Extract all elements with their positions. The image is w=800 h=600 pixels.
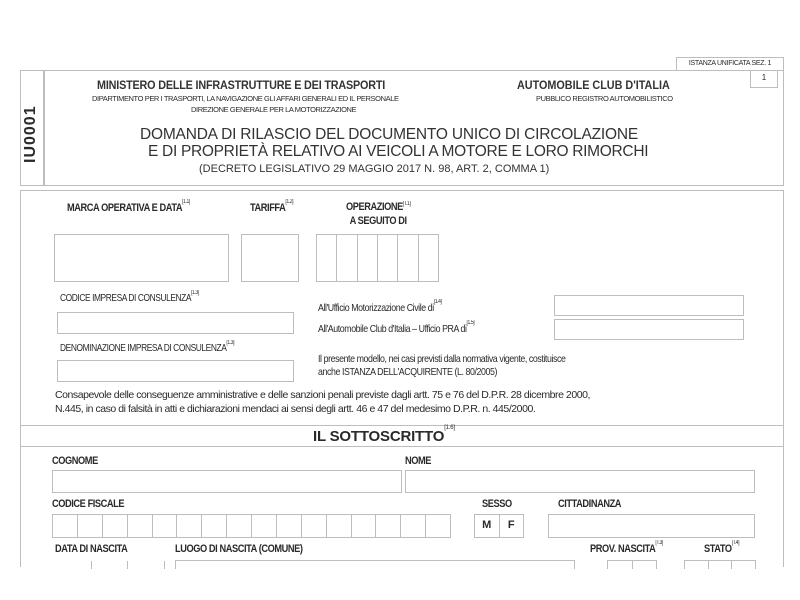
luogo-nascita-label: LUOGO DI NASCITA (COMUNE): [175, 543, 303, 555]
operazione-label: OPERAZIONE[T.1] A SEGUITO DI: [346, 201, 411, 227]
nome-label: NOME: [405, 455, 432, 467]
sesso-field[interactable]: [474, 514, 524, 538]
acquirente-note-line2: anche ISTANZA DELL'ACQUIRENTE (L. 80/2005): [318, 366, 497, 378]
denominazione-label: DENOMINAZIONE IMPRESA DI CONSULENZA[1.3]: [60, 340, 235, 354]
cittadinanza-field[interactable]: [548, 514, 755, 538]
declaration-line1: Consapevole delle conseguenze amministrative e delle sanzioni penali previste dagli artt. 75 e 76 del D.P.R. 28 dicembre 2000,: [55, 389, 590, 401]
section2-frame: [20, 447, 784, 567]
declaration-line2: N.445, in caso di falsità in atti e dichiarazioni mendaci ai sensi degli artt. 46 e 47 del medesimo D.P.R. n. 445/2000.: [55, 403, 536, 415]
page-bottom-whitespace: [0, 569, 800, 600]
tariffa-field[interactable]: [241, 234, 299, 282]
sottoscritto-title: IL SOTTOSCRITTO[1.6]: [313, 425, 455, 445]
nome-field[interactable]: [405, 470, 755, 493]
denominazione-field[interactable]: [57, 360, 294, 382]
ministry-name: MINISTERO DELLE INFRASTRUTTURE E DEI TRASPORTI: [97, 78, 386, 92]
cittadinanza-label: CITTADINANZA: [558, 498, 622, 510]
ufficio-pra-label: All'Automobile Club d'Italia – Ufficio PRA di[1.5]: [318, 320, 475, 335]
codice-impresa-label: CODICE IMPRESA DI CONSULENZA[1.3]: [60, 290, 199, 304]
form-title-line1: DOMANDA DI RILASCIO DEL DOCUMENTO UNICO DI CIRCOLAZIONE: [140, 126, 638, 143]
cognome-field[interactable]: [52, 470, 402, 493]
cognome-label: COGNOME: [52, 455, 98, 467]
codice-fiscale-field[interactable]: [52, 514, 451, 538]
sesso-label: SESSO: [482, 498, 512, 510]
acquirente-note-line1: Il presente modello, nei casi previsti dalla normativa vigente, costituisce: [318, 353, 566, 365]
department-name: DIPARTIMENTO PER I TRASPORTI, LA NAVIGAZIONE GLI AFFARI GENERALI ED IL PERSONALE: [92, 94, 399, 103]
directorate-name: DIREZIONE GENERALE PER LA MOTORIZZAZIONE: [191, 105, 357, 114]
decree-reference: (DECRETO LEGISLATIVO 29 MAGGIO 2017 N. 98, ART. 2, COMMA 1): [199, 163, 550, 175]
form-title-line2: E DI PROPRIETÀ RELATIVO AI VEICOLI A MOTORE E LORO RIMORCHI: [148, 143, 649, 160]
sesso-f[interactable]: F: [507, 519, 515, 531]
sesso-m[interactable]: M: [475, 515, 500, 537]
form-code: IU0001: [22, 105, 39, 163]
page-number: 1: [750, 70, 778, 88]
aci-name: AUTOMOBILE CLUB D'ITALIA: [517, 78, 670, 92]
marca-field[interactable]: [54, 234, 229, 282]
header-divider: [43, 70, 45, 186]
stato-label: STATO[T.4]: [704, 540, 740, 555]
data-nascita-label: DATA DI NASCITA: [55, 543, 128, 555]
prov-nascita-label: PROV. NASCITA[T.3]: [590, 540, 663, 555]
ufficio-mctc-field[interactable]: [554, 295, 744, 316]
marca-label: MARCA OPERATIVA E DATA[1.1]: [67, 199, 190, 214]
codice-fiscale-label: CODICE FISCALE: [52, 498, 125, 510]
ufficio-pra-field[interactable]: [554, 319, 744, 340]
operazione-field[interactable]: [316, 234, 439, 282]
pra-name: PUBBLICO REGISTRO AUTOMOBILISTICO: [536, 94, 673, 103]
section-tag: ISTANZA UNIFICATA SEZ. 1: [676, 57, 784, 70]
ufficio-mctc-label: All'Ufficio Motorizzazione Civile di[1.4]: [318, 299, 442, 314]
codice-impresa-field[interactable]: [57, 312, 294, 334]
tariffa-label: TARIFFA[1.2]: [250, 199, 294, 214]
